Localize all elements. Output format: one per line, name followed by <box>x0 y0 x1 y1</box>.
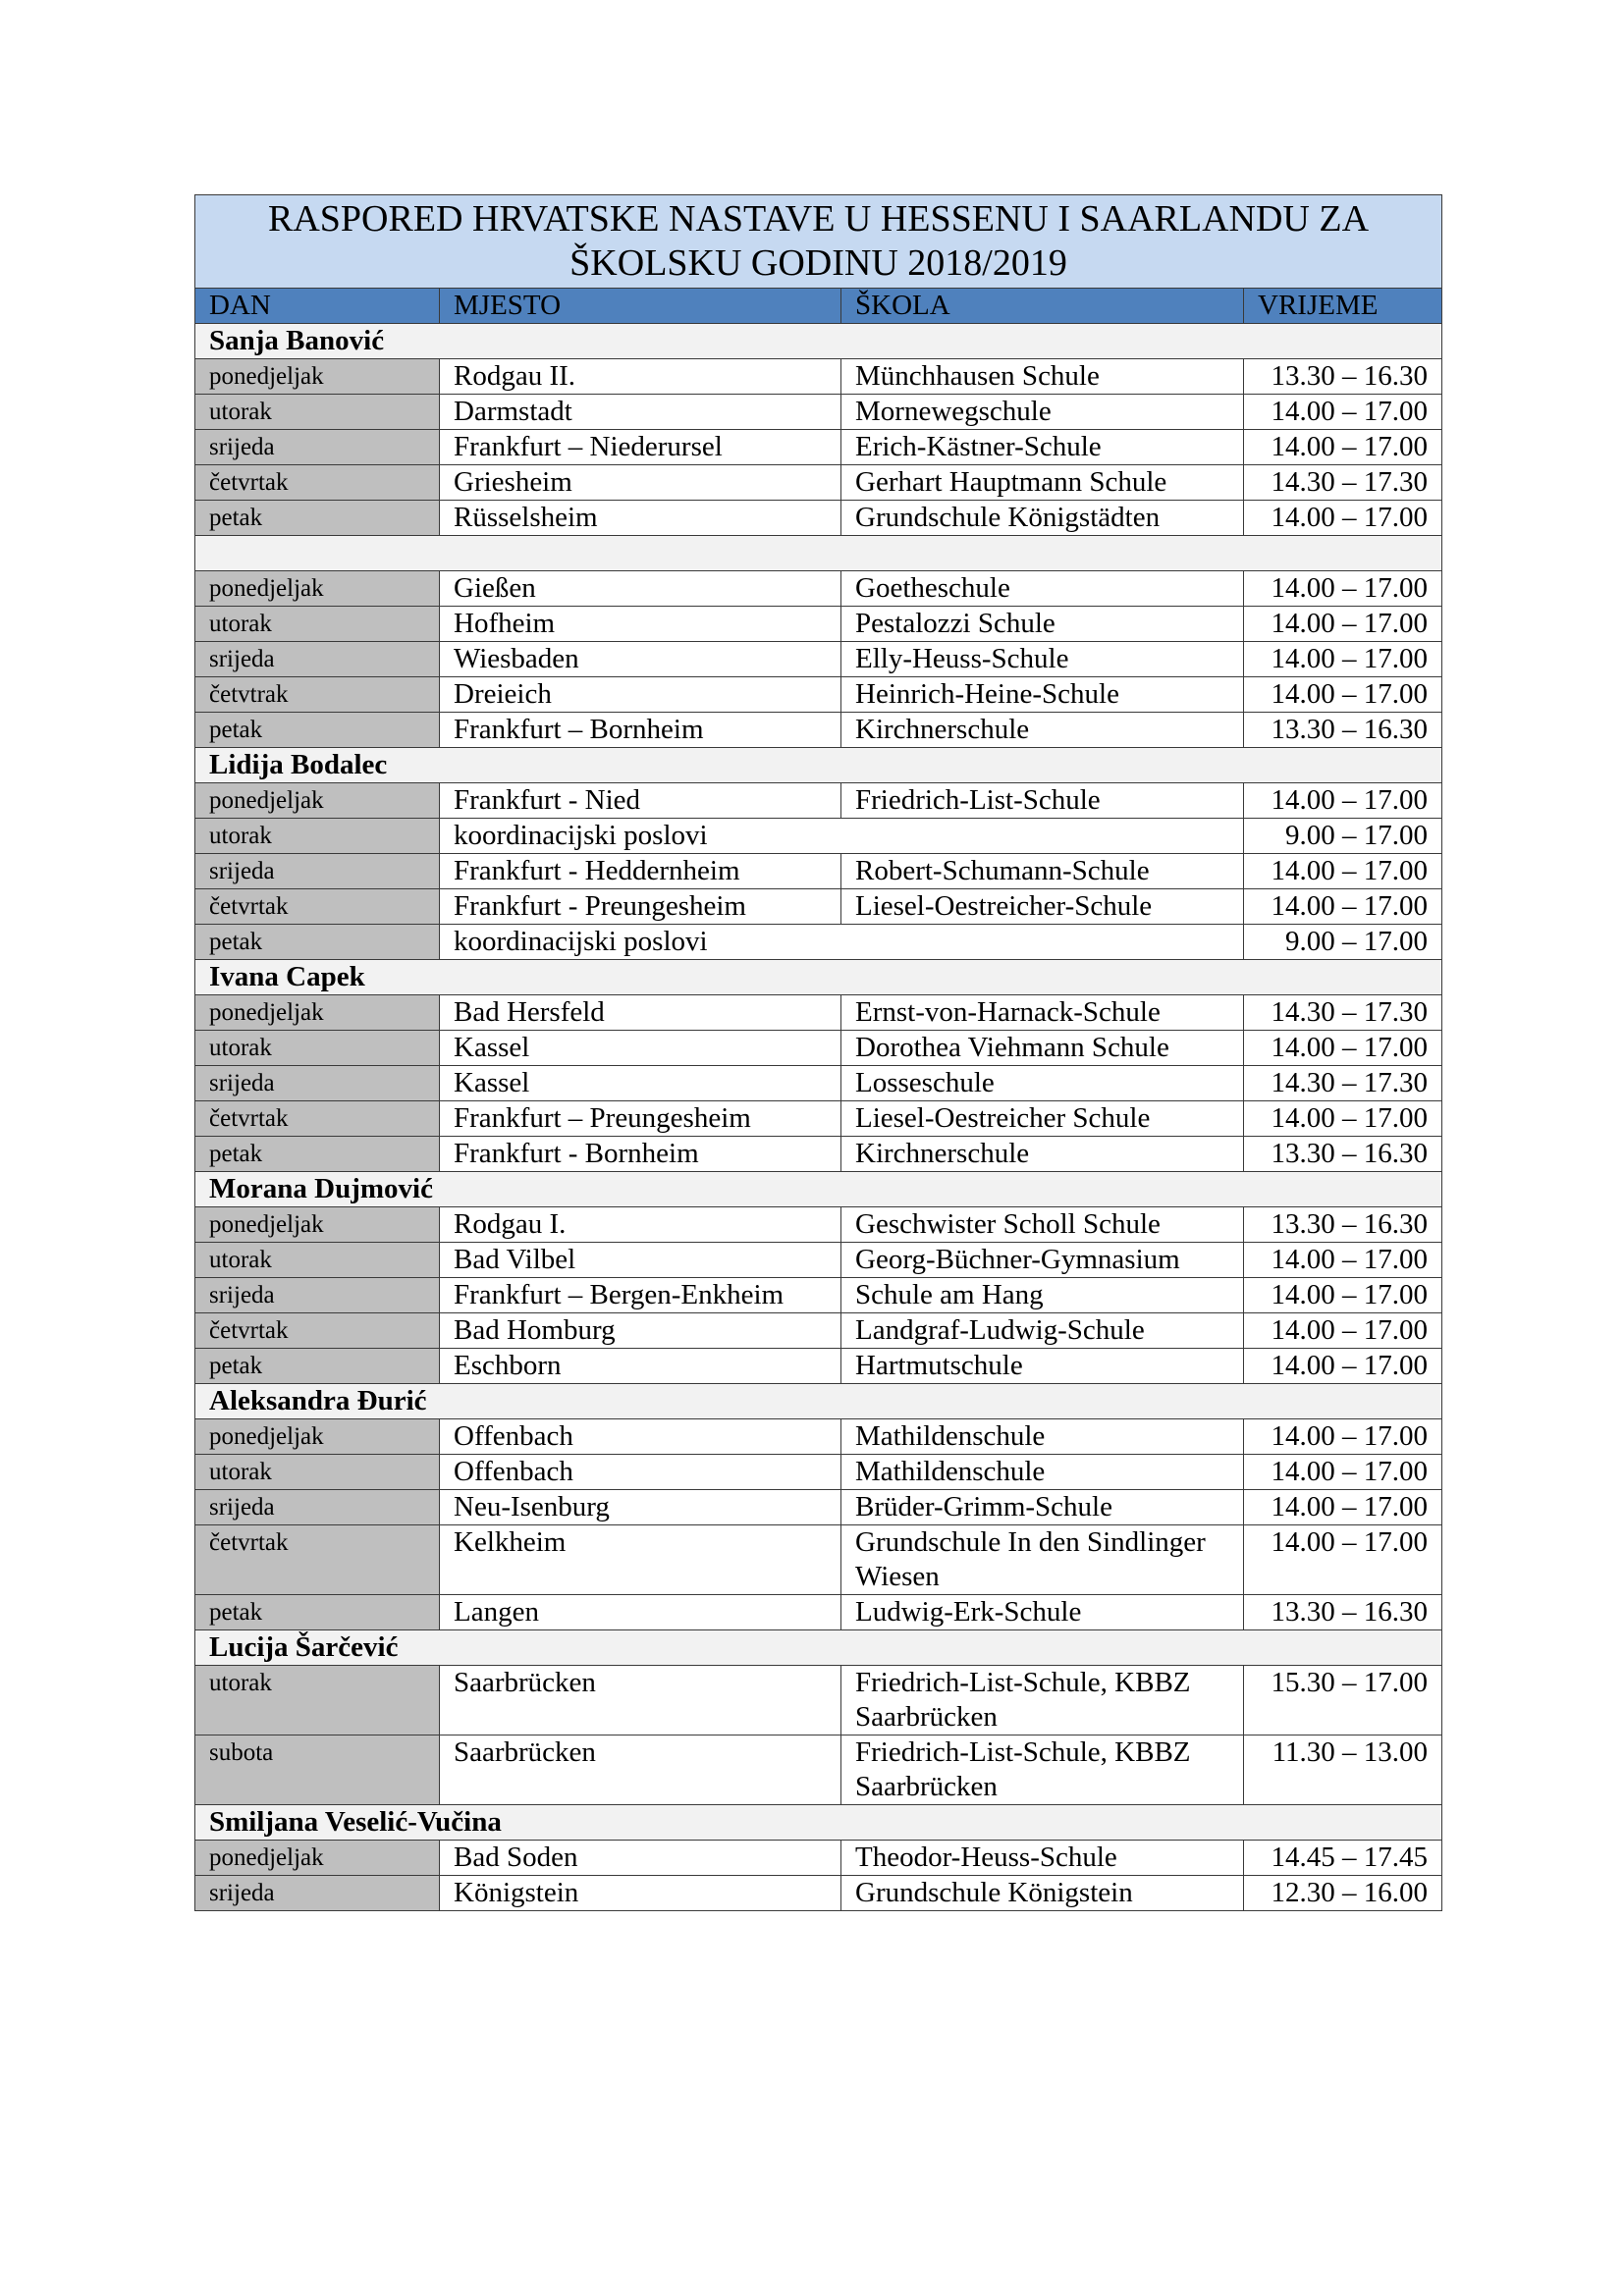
time-cell: 14.45 – 17.45 <box>1244 1841 1442 1876</box>
day-cell: srijeda <box>195 430 440 465</box>
table-row <box>195 854 1442 889</box>
table-row <box>195 1525 1442 1595</box>
school-cell: Heinrich-Heine-Schule <box>841 677 1244 713</box>
day-cell: srijeda <box>195 1278 440 1313</box>
place-cell: Saarbrücken <box>440 1735 841 1805</box>
schedule-table <box>194 194 1442 1911</box>
title-row <box>195 195 1442 289</box>
time-cell: 9.00 – 17.00 <box>1244 819 1442 854</box>
school-cell: Liesel-Oestreicher Schule <box>841 1101 1244 1137</box>
teacher-name: Lucija Šarčević <box>195 1630 1442 1666</box>
table-row <box>195 1137 1442 1172</box>
time-cell: 14.30 – 17.30 <box>1244 1066 1442 1101</box>
time-cell: 14.00 – 17.00 <box>1244 571 1442 607</box>
place-cell: Griesheim <box>440 465 841 501</box>
table-row <box>195 1595 1442 1630</box>
day-cell: četvrtak <box>195 1525 440 1595</box>
place-cell: Offenbach <box>440 1419 841 1455</box>
school-cell: Mathildenschule <box>841 1419 1244 1455</box>
day-cell: srijeda <box>195 1876 440 1911</box>
school-cell: Grundschule Königstädten <box>841 501 1244 536</box>
day-cell: petak <box>195 1137 440 1172</box>
time-cell: 14.00 – 17.00 <box>1244 1525 1442 1595</box>
table-row <box>195 1313 1442 1349</box>
day-cell: utorak <box>195 395 440 430</box>
school-cell: Gerhart Hauptmann Schule <box>841 465 1244 501</box>
school-cell: Mornewegschule <box>841 395 1244 430</box>
table-row <box>195 465 1442 501</box>
day-cell: ponedjeljak <box>195 571 440 607</box>
time-cell: 14.30 – 17.30 <box>1244 995 1442 1031</box>
day-cell: četvrtak <box>195 889 440 925</box>
table-row <box>195 1666 1442 1735</box>
school-cell: Liesel-Oestreicher-Schule <box>841 889 1244 925</box>
day-cell: četvrtak <box>195 1313 440 1349</box>
table-row <box>195 1841 1442 1876</box>
day-cell: subota <box>195 1735 440 1805</box>
place-cell: Frankfurt - Heddernheim <box>440 854 841 889</box>
school-cell: Friedrich-List-Schule, KBBZ Saarbrücken <box>841 1666 1244 1735</box>
note-cell: koordinacijski poslovi <box>440 819 1244 854</box>
school-cell: Friedrich-List-Schule <box>841 783 1244 819</box>
time-cell: 14.30 – 17.30 <box>1244 465 1442 501</box>
time-cell: 14.00 – 17.00 <box>1244 501 1442 536</box>
teacher-name: Sanja Banović <box>195 324 1442 359</box>
time-cell: 14.00 – 17.00 <box>1244 1349 1442 1384</box>
table-row <box>195 571 1442 607</box>
place-cell: Hofheim <box>440 607 841 642</box>
day-cell: utorak <box>195 819 440 854</box>
school-cell: Grundschule Königstein <box>841 1876 1244 1911</box>
school-cell: Ludwig-Erk-Schule <box>841 1595 1244 1630</box>
day-cell: ponedjeljak <box>195 359 440 395</box>
school-cell: Friedrich-List-Schule, KBBZ Saarbrücken <box>841 1735 1244 1805</box>
time-cell: 13.30 – 16.30 <box>1244 1137 1442 1172</box>
place-cell: Neu-Isenburg <box>440 1490 841 1525</box>
time-cell: 14.00 – 17.00 <box>1244 1419 1442 1455</box>
table-row <box>195 501 1442 536</box>
day-cell: petak <box>195 501 440 536</box>
teacher-name: Smiljana Veselić-Vučina <box>195 1805 1442 1841</box>
place-cell: Wiesbaden <box>440 642 841 677</box>
school-cell: Goetheschule <box>841 571 1244 607</box>
time-cell: 14.00 – 17.00 <box>1244 677 1442 713</box>
day-cell: ponedjeljak <box>195 1207 440 1243</box>
school-cell: Hartmutschule <box>841 1349 1244 1384</box>
place-cell: Frankfurt – Bergen-Enkheim <box>440 1278 841 1313</box>
table-row <box>195 713 1442 748</box>
column-header-school: ŠKOLA <box>841 289 1244 324</box>
table-row <box>195 819 1442 854</box>
time-cell: 14.00 – 17.00 <box>1244 783 1442 819</box>
column-header-time: VRIJEME <box>1244 289 1442 324</box>
place-cell: Darmstadt <box>440 395 841 430</box>
school-cell: Pestalozzi Schule <box>841 607 1244 642</box>
day-cell: četvrtak <box>195 1101 440 1137</box>
school-cell: Robert-Schumann-Schule <box>841 854 1244 889</box>
school-cell: Erich-Kästner-Schule <box>841 430 1244 465</box>
school-cell: Brüder-Grimm-Schule <box>841 1490 1244 1525</box>
table-row <box>195 1419 1442 1455</box>
place-cell: Bad Homburg <box>440 1313 841 1349</box>
teacher-row <box>195 1805 1442 1841</box>
teacher-name: Lidija Bodalec <box>195 748 1442 783</box>
place-cell: Saarbrücken <box>440 1666 841 1735</box>
day-cell: utorak <box>195 1666 440 1735</box>
teacher-name: Ivana Capek <box>195 960 1442 995</box>
day-cell: petak <box>195 1595 440 1630</box>
day-cell: ponedjeljak <box>195 783 440 819</box>
place-cell: Kassel <box>440 1031 841 1066</box>
place-cell: Rüsselsheim <box>440 501 841 536</box>
time-cell: 14.00 – 17.00 <box>1244 642 1442 677</box>
place-cell: Langen <box>440 1595 841 1630</box>
school-cell: Dorothea Viehmann Schule <box>841 1031 1244 1066</box>
teacher-row <box>195 1172 1442 1207</box>
time-cell: 14.00 – 17.00 <box>1244 889 1442 925</box>
table-row <box>195 1455 1442 1490</box>
table-row <box>195 1066 1442 1101</box>
time-cell: 13.30 – 16.30 <box>1244 1207 1442 1243</box>
time-cell: 13.30 – 16.30 <box>1244 359 1442 395</box>
place-cell: Bad Vilbel <box>440 1243 841 1278</box>
school-cell: Kirchnerschule <box>841 713 1244 748</box>
table-row <box>195 925 1442 960</box>
table-row <box>195 1207 1442 1243</box>
time-cell: 14.00 – 17.00 <box>1244 1313 1442 1349</box>
place-cell: Frankfurt - Bornheim <box>440 1137 841 1172</box>
teacher-row <box>195 748 1442 783</box>
column-header-place: MJESTO <box>440 289 841 324</box>
day-cell: srijeda <box>195 642 440 677</box>
time-cell: 14.00 – 17.00 <box>1244 430 1442 465</box>
day-cell: srijeda <box>195 1490 440 1525</box>
place-cell: Frankfurt - Preungesheim <box>440 889 841 925</box>
place-cell: Frankfurt - Nied <box>440 783 841 819</box>
time-cell: 14.00 – 17.00 <box>1244 1490 1442 1525</box>
table-row <box>195 359 1442 395</box>
place-cell: Gießen <box>440 571 841 607</box>
time-cell: 14.00 – 17.00 <box>1244 1031 1442 1066</box>
place-cell: Dreieich <box>440 677 841 713</box>
table-row <box>195 395 1442 430</box>
table-row <box>195 677 1442 713</box>
day-cell: petak <box>195 713 440 748</box>
day-cell: utorak <box>195 1243 440 1278</box>
time-cell: 14.00 – 17.00 <box>1244 854 1442 889</box>
day-cell: ponedjeljak <box>195 995 440 1031</box>
day-cell: ponedjeljak <box>195 1841 440 1876</box>
day-cell: srijeda <box>195 854 440 889</box>
place-cell: Bad Hersfeld <box>440 995 841 1031</box>
day-cell: petak <box>195 1349 440 1384</box>
table-row <box>195 995 1442 1031</box>
note-cell: koordinacijski poslovi <box>440 925 1244 960</box>
time-cell: 15.30 – 17.00 <box>1244 1666 1442 1735</box>
time-cell: 9.00 – 17.00 <box>1244 925 1442 960</box>
header-row <box>195 289 1442 324</box>
school-cell: Theodor-Heuss-Schule <box>841 1841 1244 1876</box>
place-cell: Frankfurt – Niederursel <box>440 430 841 465</box>
table-row <box>195 783 1442 819</box>
page-title: RASPORED HRVATSKE NASTAVE U HESSENU I SAARLANDU ZA ŠKOLSKU GODINU 2018/2019 <box>195 195 1442 289</box>
time-cell: 13.30 – 16.30 <box>1244 1595 1442 1630</box>
table-row <box>195 430 1442 465</box>
day-cell: četvrtak <box>195 465 440 501</box>
place-cell: Eschborn <box>440 1349 841 1384</box>
table-row <box>195 1101 1442 1137</box>
school-cell: Mathildenschule <box>841 1455 1244 1490</box>
school-cell: Georg-Büchner-Gymnasium <box>841 1243 1244 1278</box>
school-cell: Grundschule In den Sindlinger Wiesen <box>841 1525 1244 1595</box>
place-cell: Rodgau II. <box>440 359 841 395</box>
place-cell: Königstein <box>440 1876 841 1911</box>
day-cell: petak <box>195 925 440 960</box>
spacer-cell <box>195 536 1442 571</box>
school-cell: Landgraf-Ludwig-Schule <box>841 1313 1244 1349</box>
place-cell: Rodgau I. <box>440 1207 841 1243</box>
school-cell: Losseschule <box>841 1066 1244 1101</box>
time-cell: 13.30 – 16.30 <box>1244 713 1442 748</box>
school-cell: Elly-Heuss-Schule <box>841 642 1244 677</box>
time-cell: 11.30 – 13.00 <box>1244 1735 1442 1805</box>
table-row <box>195 1735 1442 1805</box>
place-cell: Offenbach <box>440 1455 841 1490</box>
table-row <box>195 1278 1442 1313</box>
time-cell: 14.00 – 17.00 <box>1244 395 1442 430</box>
teacher-row <box>195 1384 1442 1419</box>
time-cell: 14.00 – 17.00 <box>1244 1101 1442 1137</box>
day-cell: utorak <box>195 607 440 642</box>
place-cell: Kassel <box>440 1066 841 1101</box>
column-header-day: DAN <box>195 289 440 324</box>
time-cell: 14.00 – 17.00 <box>1244 1278 1442 1313</box>
spacer-row <box>195 536 1442 571</box>
teacher-name: Aleksandra Đurić <box>195 1384 1442 1419</box>
day-cell: ponedjeljak <box>195 1419 440 1455</box>
place-cell: Bad Soden <box>440 1841 841 1876</box>
school-cell: Münchhausen Schule <box>841 359 1244 395</box>
teacher-name: Morana Dujmović <box>195 1172 1442 1207</box>
day-cell: četvtrak <box>195 677 440 713</box>
time-cell: 14.00 – 17.00 <box>1244 1243 1442 1278</box>
day-cell: utorak <box>195 1031 440 1066</box>
school-cell: Kirchnerschule <box>841 1137 1244 1172</box>
school-cell: Schule am Hang <box>841 1278 1244 1313</box>
day-cell: utorak <box>195 1455 440 1490</box>
table-row <box>195 1031 1442 1066</box>
time-cell: 14.00 – 17.00 <box>1244 607 1442 642</box>
day-cell: srijeda <box>195 1066 440 1101</box>
time-cell: 14.00 – 17.00 <box>1244 1455 1442 1490</box>
place-cell: Frankfurt – Bornheim <box>440 713 841 748</box>
school-cell: Geschwister Scholl Schule <box>841 1207 1244 1243</box>
teacher-row <box>195 1630 1442 1666</box>
table-row <box>195 1349 1442 1384</box>
table-row <box>195 607 1442 642</box>
school-cell: Ernst-von-Harnack-Schule <box>841 995 1244 1031</box>
table-row <box>195 1490 1442 1525</box>
place-cell: Frankfurt – Preungesheim <box>440 1101 841 1137</box>
place-cell: Kelkheim <box>440 1525 841 1595</box>
table-row <box>195 1243 1442 1278</box>
table-row <box>195 1876 1442 1911</box>
table-row <box>195 889 1442 925</box>
table-row <box>195 642 1442 677</box>
time-cell: 12.30 – 16.00 <box>1244 1876 1442 1911</box>
teacher-row <box>195 960 1442 995</box>
teacher-row <box>195 324 1442 359</box>
